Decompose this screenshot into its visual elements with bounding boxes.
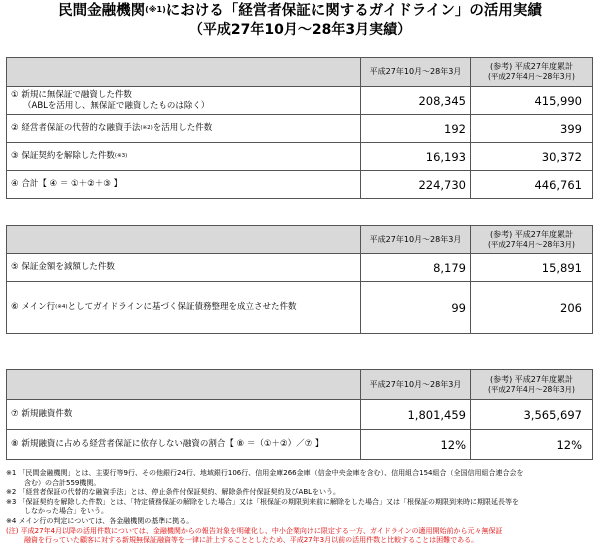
value-reference: 415,990 <box>471 87 593 115</box>
table-row: ⑥ メイン行$^{(※4)}$としてガイドラインに基づく保証債務整理を成立させた件数 99 206 <box>7 282 593 334</box>
table-new-loans <box>6 369 593 460</box>
footnote: ※4 メイン行の判定については、各金融機関の基準に拠る。 <box>6 516 194 525</box>
table-row: ⑦ 新規融資件数 1,801,459 3,565,697 <box>7 400 593 430</box>
value-period: 224,730 <box>361 171 471 199</box>
table-row: ② 経営者保証の代替的な融資手法$^{(※2)}$を活用した件数 192 399 <box>7 115 593 143</box>
value-reference: 3,565,697 <box>471 400 593 430</box>
table-row: ③ 保証契約を解除した件数$^{(※3)}$ 16,193 30,372 <box>7 143 593 171</box>
footnote: ※2 「経営者保証の代替的な融資手法」とは、停止条件付保証契約、解除条件付保証契約及びABLをいう。 <box>6 488 341 497</box>
value-reference: 206 <box>471 282 593 334</box>
footnote: ※1 「民間金融機関」とは、主要行等9行、その他銀行24行、地域銀行106行、信用金庫266金庫（信金中央金庫を含む）、信用組合154組合（全国信用組合連合会を <box>6 469 524 477</box>
header-reference: (参考) 平成27年度累計 (平成27年4月～28年3月) <box>471 370 593 400</box>
header-reference: (参考) 平成27年度累計 (平成27年4月～28年3月) <box>471 226 593 254</box>
page-subtitle: （平成27年10月～28年3月実績） <box>188 22 412 38</box>
note-caution: (注) 平成27年4月以降の活用件数については、金融機関からの報告対象を明確化し、中小企業向けに限定する一方、ガイドラインの適用開始前から元々無保証 <box>6 526 503 535</box>
value-period: 192 <box>361 115 471 143</box>
table-row-total: ④ 合計【 ④ ＝ ①＋②＋③ 】 224,730 446,761 <box>7 171 593 199</box>
table-guarantee-reduction <box>6 225 593 334</box>
value-reference: 399 <box>471 115 593 143</box>
footnote: しなかった場合」をいう。 <box>24 507 108 516</box>
value-reference: 12% <box>471 430 593 460</box>
value-reference: 30,372 <box>471 143 593 171</box>
value-period: 12% <box>361 430 471 460</box>
note-caution: 融資を行っていた顧客に対する新規無保証融資等を一律に計上することとしたため、平成27年3月以前の活用件数と比較することは困難である。 <box>24 536 479 545</box>
table-row: ① 新規に無保証で融資した件数 （ABLを活用し、無保証で融資したものは除く） 208,345 415,990 <box>7 87 593 115</box>
page-title: 民間金融機関$^{(※1)}$における「経営者保証に関するガイドライン」の活用実績 <box>58 3 542 19</box>
value-period: 1,801,459 <box>361 400 471 430</box>
table-header <box>7 226 593 254</box>
table-row: ⑤ 保証金額を減額した件数 8,179 15,891 <box>7 254 593 282</box>
value-reference: 446,761 <box>471 171 593 199</box>
header-period: 平成27年10月～28年3月 <box>361 370 471 400</box>
table-header <box>7 58 593 87</box>
header-period: 平成27年10月～28年3月 <box>361 58 471 87</box>
value-period: 8,179 <box>361 254 471 282</box>
table-guideline-usage <box>6 57 593 199</box>
footnotes <box>6 469 596 546</box>
header-period: 平成27年10月～28年3月 <box>361 226 471 254</box>
value-reference: 15,891 <box>471 254 593 282</box>
header-reference: (参考) 平成27年度累計 (平成27年4月～28年3月) <box>471 58 593 87</box>
value-period: 208,345 <box>361 87 471 115</box>
table-row: ⑧ 新規融資に占める経営者保証に依存しない融資の割合【 ⑧ ＝（①＋②）／⑦ 】 12% 12% <box>7 430 593 460</box>
footnote: 含む）の合計559機関。 <box>24 478 101 487</box>
value-period: 16,193 <box>361 143 471 171</box>
value-period: 99 <box>361 282 471 334</box>
footnote: ※3 「保証契約を解除した件数」とは、「特定債務保証の解除をした場合」又は「根保証の期限到来前に解除をした場合」又は「根保証の期限到来時に期限延長等を <box>6 497 520 506</box>
table-header <box>7 370 593 400</box>
